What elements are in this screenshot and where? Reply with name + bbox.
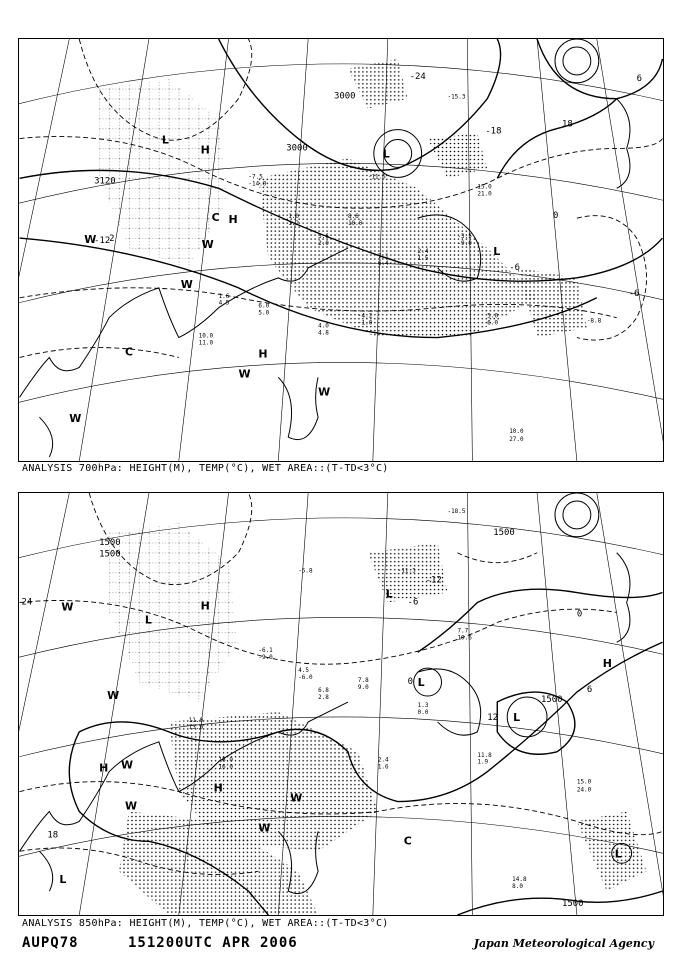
system-marker-warm: W bbox=[61, 600, 74, 614]
panel-caption-850hpa: ANALYSIS 850hPa: HEIGHT(M), TEMP(°C), WET AREA::(T-TD<3°C) bbox=[22, 918, 389, 929]
svg-text:4.5: 4.5 bbox=[298, 667, 309, 675]
isotherm-label: 24 bbox=[21, 597, 33, 608]
svg-text:-18.5: -18.5 bbox=[447, 507, 466, 515]
isotherm-label: -6 bbox=[509, 262, 520, 273]
svg-text:-4.2: -4.2 bbox=[357, 312, 373, 320]
isotherm-label: -6 bbox=[407, 597, 419, 608]
isotherm-label: 0 bbox=[407, 677, 414, 688]
svg-text:7.7: 7.7 bbox=[457, 627, 469, 635]
system-marker-warm: W bbox=[318, 385, 331, 399]
isotherm-label: -12 bbox=[94, 236, 111, 247]
system-marker-low: L bbox=[417, 676, 425, 690]
svg-text:10.6: 10.6 bbox=[457, 634, 472, 642]
svg-text:6.4: 6.4 bbox=[377, 259, 389, 267]
svg-text:21.0: 21.0 bbox=[477, 190, 492, 198]
svg-text:6.8: 6.8 bbox=[318, 687, 329, 695]
system-marker-low: L bbox=[385, 587, 393, 601]
station-value: 10.0 bbox=[509, 428, 524, 436]
svg-text:7.1: 7.1 bbox=[377, 252, 389, 260]
contour-label: 3000 bbox=[286, 143, 308, 154]
svg-text:1.3: 1.3 bbox=[417, 701, 429, 709]
system-marker-warm: W bbox=[180, 277, 193, 291]
system-marker-low: L bbox=[161, 133, 169, 147]
system-marker-high: H bbox=[200, 599, 210, 613]
system-marker-high: H bbox=[200, 143, 210, 157]
isotherm-label: -6 bbox=[628, 288, 640, 299]
svg-text:5.0: 5.0 bbox=[258, 309, 270, 317]
system-marker-high: H bbox=[258, 347, 268, 361]
svg-text:1.2: 1.2 bbox=[288, 220, 300, 228]
contour-label: 1500 bbox=[493, 527, 515, 538]
svg-text:-7.5: -7.5 bbox=[248, 173, 263, 181]
system-marker-low: L bbox=[382, 147, 390, 161]
system-marker-cold: C bbox=[403, 834, 412, 848]
svg-text:1.0: 1.0 bbox=[288, 213, 300, 221]
svg-text:-11.3: -11.3 bbox=[397, 567, 416, 575]
map-panel-850hpa bbox=[18, 492, 664, 916]
svg-text:1.6: 1.6 bbox=[218, 292, 230, 300]
station-value: 24.0 bbox=[576, 786, 592, 794]
system-marker-low: L bbox=[513, 710, 521, 724]
svg-text:14.8: 14.8 bbox=[512, 876, 527, 884]
contour-label: 3000 bbox=[334, 91, 356, 102]
isotherm-label: 12 bbox=[487, 712, 499, 723]
svg-text:2.4: 2.4 bbox=[377, 756, 389, 764]
svg-text:4.0: 4.0 bbox=[318, 322, 329, 330]
system-marker-low: L bbox=[614, 847, 622, 861]
svg-text:-3.5: -3.5 bbox=[457, 233, 472, 241]
svg-text:4.5: 4.5 bbox=[218, 299, 230, 307]
panel-caption-700hpa: ANALYSIS 700hPa: HEIGHT(M), TEMP(°C), WET AREA::(T-TD<3°C) bbox=[22, 463, 389, 474]
valid-time: 151200UTC APR 2006 bbox=[128, 935, 298, 951]
system-marker-warm: W bbox=[107, 689, 120, 703]
svg-text:5.0: 5.0 bbox=[487, 312, 499, 320]
svg-text:-9.0: -9.0 bbox=[457, 240, 472, 248]
svg-text:-6.0: -6.0 bbox=[298, 674, 313, 682]
svg-text:-11.5: -11.5 bbox=[367, 173, 386, 181]
system-marker-high: H bbox=[228, 213, 238, 227]
isotherm-label: 18 bbox=[47, 830, 59, 841]
svg-text:-15.3: -15.3 bbox=[447, 93, 466, 101]
system-marker-warm: W bbox=[84, 233, 97, 247]
system-marker-warm: W bbox=[125, 799, 138, 813]
system-marker-cold: C bbox=[211, 211, 220, 225]
system-marker-warm: W bbox=[258, 821, 271, 835]
svg-text:7.8: 7.8 bbox=[357, 677, 369, 685]
svg-text:11.0: 11.0 bbox=[188, 716, 204, 724]
svg-text:-8.8: -8.8 bbox=[586, 317, 602, 325]
svg-text:11.0: 11.0 bbox=[198, 339, 214, 347]
agency-name: Japan Meteorological Agency bbox=[473, 937, 654, 950]
isotherm-label: 0 bbox=[576, 609, 583, 620]
isotherm-label: 6 bbox=[586, 685, 593, 696]
system-marker-cold: C bbox=[125, 345, 134, 359]
svg-text:6.0: 6.0 bbox=[258, 302, 270, 310]
svg-text:8.0: 8.0 bbox=[512, 883, 523, 891]
system-marker-low: L bbox=[144, 613, 152, 627]
isotherm-label: -12 bbox=[425, 575, 442, 586]
svg-text:10.0: 10.0 bbox=[347, 220, 363, 228]
contour-label: 1500 bbox=[99, 549, 121, 560]
svg-text:2.4: 2.4 bbox=[417, 247, 429, 255]
map-850hpa-svg bbox=[19, 493, 663, 915]
station-value: 15.0 bbox=[576, 778, 592, 786]
station-value: 27.0 bbox=[509, 436, 524, 444]
contour-label: 1500 bbox=[561, 899, 584, 910]
isotherm-label: 0 bbox=[552, 211, 559, 222]
system-marker-warm: W bbox=[201, 238, 214, 252]
svg-text:2.0: 2.0 bbox=[318, 240, 329, 248]
closed-contours bbox=[374, 39, 599, 177]
svg-text:18.0: 18.0 bbox=[218, 756, 233, 764]
contour-label: 2 bbox=[109, 234, 115, 245]
map-panel-700hpa bbox=[18, 38, 664, 462]
system-marker-high: H bbox=[99, 761, 109, 775]
svg-text:-9.0: -9.0 bbox=[258, 654, 273, 662]
svg-text:2.8: 2.8 bbox=[318, 694, 329, 702]
svg-text:15.0: 15.0 bbox=[477, 183, 492, 191]
svg-text:13.0: 13.0 bbox=[188, 723, 204, 731]
contour-label: 3120 bbox=[94, 176, 116, 187]
system-marker-low: L bbox=[493, 244, 501, 258]
system-marker-warm: W bbox=[69, 412, 82, 426]
svg-text:-5.8: -5.8 bbox=[298, 567, 313, 575]
contour-label: 1500 bbox=[99, 537, 121, 548]
closed-contours bbox=[414, 493, 632, 863]
system-marker-high: H bbox=[602, 657, 612, 671]
svg-text:0.0: 0.0 bbox=[417, 708, 429, 716]
system-marker-warm: W bbox=[290, 791, 303, 805]
contour-label: 1500 bbox=[541, 695, 563, 706]
svg-text:1.6: 1.6 bbox=[377, 763, 389, 771]
system-marker-high: H bbox=[213, 781, 223, 795]
isotherm-label: -18 bbox=[485, 126, 502, 137]
system-marker-warm: W bbox=[121, 758, 134, 772]
svg-text:9.0: 9.0 bbox=[357, 684, 369, 692]
map-700hpa-svg bbox=[19, 39, 663, 461]
isotherm-label: 6 bbox=[636, 73, 642, 84]
svg-text:6.0: 6.0 bbox=[487, 319, 499, 327]
svg-text:3.6: 3.6 bbox=[318, 233, 329, 241]
svg-text:1.5: 1.5 bbox=[417, 254, 429, 262]
system-marker-low: L bbox=[59, 873, 67, 887]
svg-text:8.6: 8.6 bbox=[347, 213, 359, 221]
svg-text:4.8: 4.8 bbox=[318, 329, 329, 337]
svg-text:1.9: 1.9 bbox=[477, 758, 489, 766]
chart-id: AUPQ78 bbox=[22, 935, 79, 951]
system-marker-warm: W bbox=[238, 367, 251, 381]
svg-text:-1.0: -1.0 bbox=[357, 319, 373, 327]
svg-text:-14.0: -14.0 bbox=[248, 180, 267, 188]
isotherm-label: -24 bbox=[409, 71, 426, 82]
svg-text:-6.1: -6.1 bbox=[258, 647, 273, 655]
isotherm-label: 18 bbox=[561, 119, 573, 130]
svg-text:16.0: 16.0 bbox=[218, 763, 233, 771]
svg-text:11.8: 11.8 bbox=[477, 751, 492, 759]
svg-text:10.0: 10.0 bbox=[198, 332, 214, 340]
